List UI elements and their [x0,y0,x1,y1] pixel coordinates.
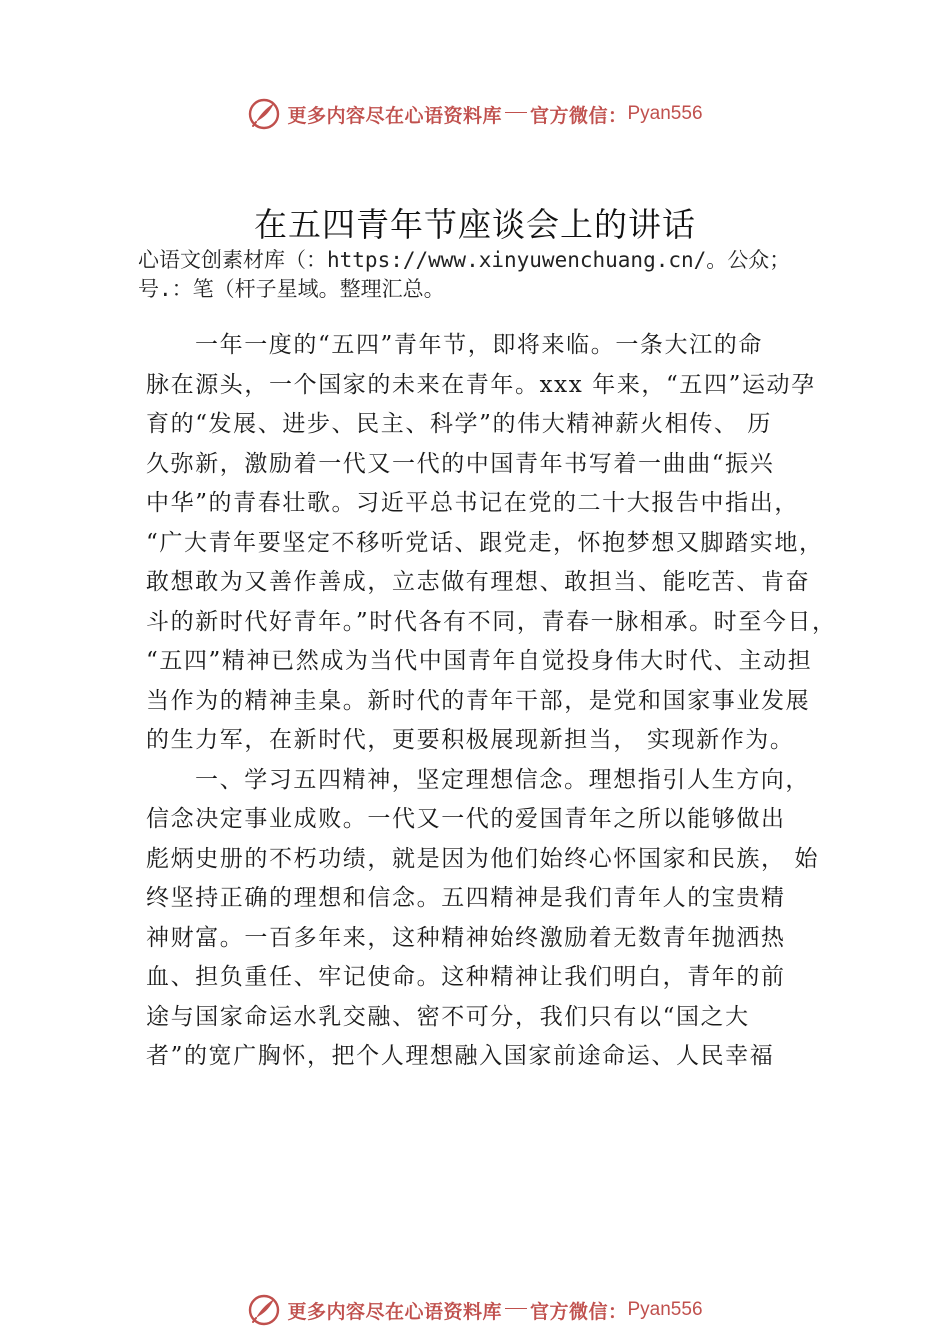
watermark-account-id: Pyan556 [627,1299,703,1320]
body-line: 育的“发展、进步、民主、科学”的伟大精神薪火相传、 历 [146,411,773,437]
body-line: 终坚持正确的理想和信念。五四精神是我们青年人的宝贵精 [146,885,786,911]
watermark-channel-text: 官方微信： [529,104,628,127]
body-line: 脉在源头，一个国家的未来在青年。xxx 年来，“五四”运动孕 [146,371,816,398]
body-line: 中华”的青春壮歌。习近平总书记在党的二十大报告中指出， [146,490,799,516]
body-line: 一年一度的“五四”青年节，即将来临。一条大江的命 [195,332,763,358]
body-line: 彪炳史册的不朽功绩，就是因为他们始终心怀国家和民族， 始 [146,845,820,872]
document-body [146,326,837,1077]
body-line: 一、学习五四精神，坚定理想信念。理想指引人生方向， [195,766,810,793]
body-line: 当作为的精神圭臬。新时代的青年干部，是党和国家事业发展 [146,687,811,714]
watermark-dash [505,1308,527,1309]
body-line: 信念决定事业成败。一代又一代的爱国青年之所以能够做出 [146,806,786,832]
header-watermark-banner [0,94,950,134]
watermark-brand-text: 更多内容尽在心语资料库 [287,1300,502,1323]
body-line: 久弥新，激励着一代又一代的中国青年书写着一曲曲“振兴 [146,450,775,477]
watermark-dash [505,112,527,113]
body-line: 斗的新时代好青年。”时代各有不同，青春一脉相承。时至今日， [146,608,837,635]
body-line: 敢想敢为又善作善成，立志做有理想、敢担当、能吃苦、肯奋 [146,569,811,595]
watermark-account-id: Pyan556 [627,103,703,124]
document-title: 在五四青年节座谈会上的讲话 [254,205,696,244]
watermark-channel-text: 官方微信： [529,1300,628,1323]
body-line: 途与国家命运水乳交融、密不可分，我们只有以“国之大 [146,1003,750,1030]
source-line: 心语文创素材库（：https://www.xinyuwenchuang.cn/。公众； [138,248,791,272]
body-line: 血、担负重任、牢记使命。这种精神让我们明白，青年的前 [146,964,786,990]
body-line: “五四”精神已然成为当代中国青年自觉投身伟大时代、主动担 [146,648,813,674]
body-line: 者”的宽广胸怀，把个人理想融入国家前途命运、人民幸福 [146,1043,775,1069]
quill-pen-seal-icon [247,1293,281,1327]
body-line: “广大青年要坚定不移听党话、跟党走，怀抱梦想又脚踏实地， [146,529,824,556]
quill-pen-seal-icon [247,97,281,131]
source-line: 号.：笔（杆子星域。整理汇总。 [138,277,445,301]
body-line: 的生力军，在新时代，更要积极展现新担当， 实现新作为。 [146,727,795,753]
document-source-note [138,246,838,304]
footer-watermark-banner [0,1290,950,1330]
body-line: 神财富。一百多年来，这种精神始终激励着无数青年抛洒热 [146,924,786,951]
watermark-brand-text: 更多内容尽在心语资料库 [287,104,502,127]
